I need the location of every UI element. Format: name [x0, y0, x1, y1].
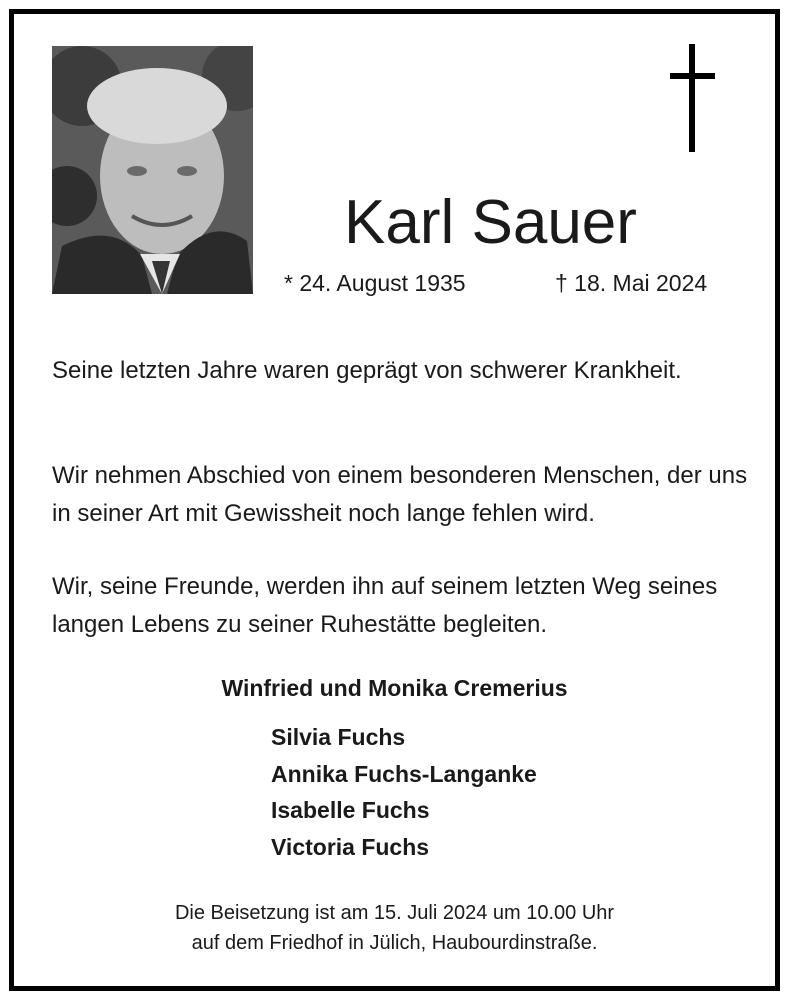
signer-name: Silvia Fuchs	[271, 724, 406, 750]
funeral-line: auf dem Friedhof in Jülich, Haubourdinstraße.	[191, 932, 598, 954]
deceased-name: Karl Sauer	[344, 188, 637, 257]
signer-main: Winfried und Monika Cremerius	[221, 675, 568, 701]
funeral-line: Die Beisetzung ist am 15. Juli 2024 um 10.00 Uhr	[174, 902, 615, 924]
signer-name: Isabelle Fuchs	[271, 797, 430, 823]
cross-icon	[670, 44, 715, 152]
death-date: † 18. Mai 2024	[555, 270, 708, 296]
signer-name: Annika Fuchs-Langanke	[271, 760, 537, 787]
paragraph-farewell: Wir nehmen Abschied von einem besonderen Menschen, der uns in seiner Art mit Gewissheit noch lange fehlen wird.	[52, 462, 748, 527]
portrait-photo	[52, 46, 253, 294]
signer-name: Victoria Fuchs	[271, 833, 430, 860]
paragraph-illness: Seine letzten Jahre waren geprägt von schwerer Krankheit.	[52, 357, 682, 384]
signer-list	[271, 719, 537, 865]
funeral-info	[14, 898, 775, 958]
birth-date: * 24. August 1935	[284, 270, 466, 296]
obituary-card	[9, 9, 780, 991]
paragraph-friends: Wir, seine Freunde, werden ihn auf seinem letzten Weg seines langen Lebens zu seiner Ruhestätte begleiten.	[52, 573, 718, 638]
